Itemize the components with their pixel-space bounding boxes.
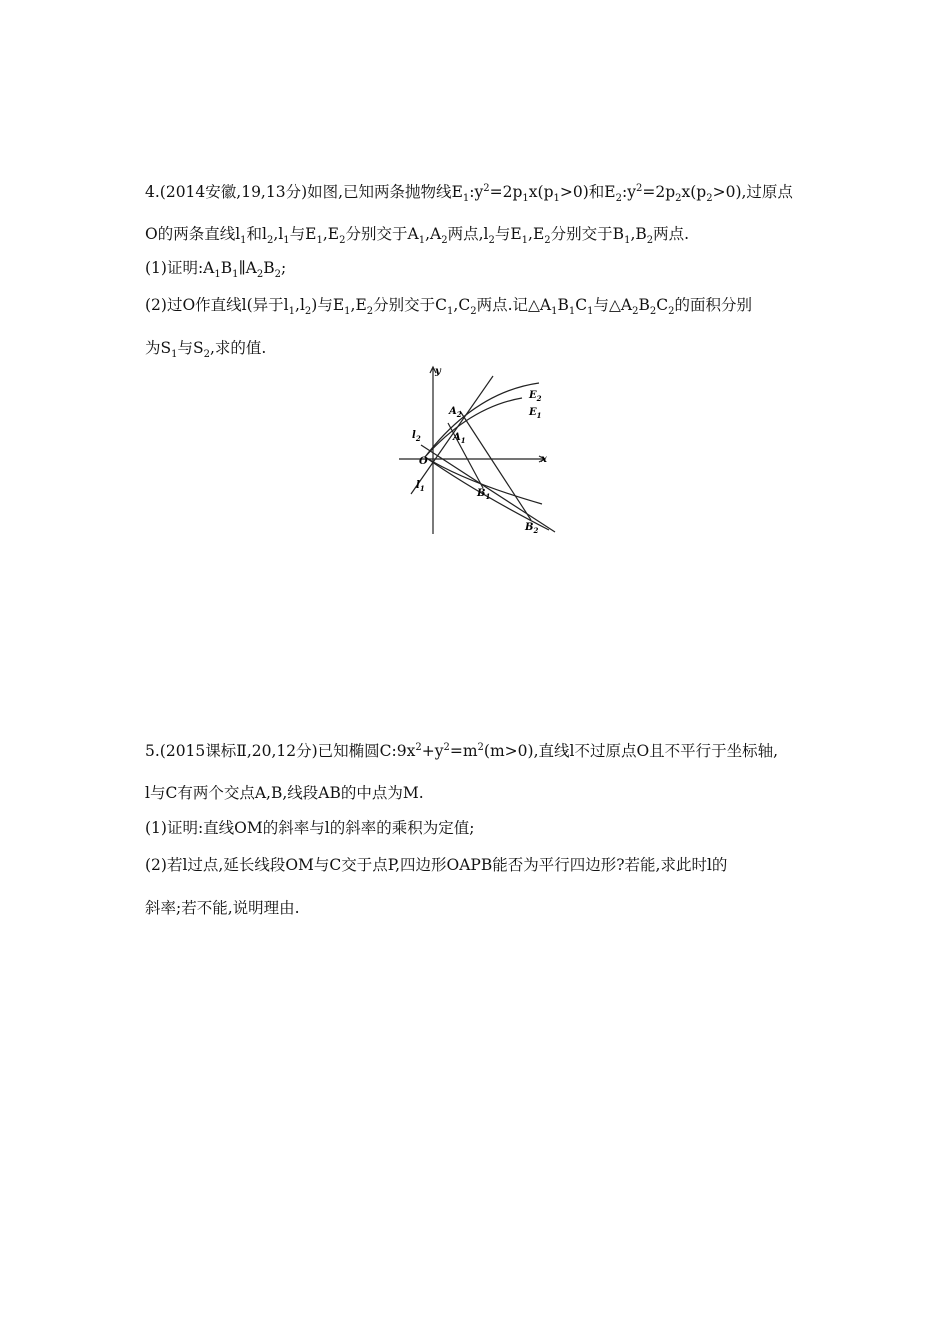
line-l2 <box>421 445 555 532</box>
problem5-line1: 5.(2015课标Ⅱ,20,12分)已知椭圆$C:9x^2+y^2=m^2(m>0)$,直线l不过原点O且不平行于坐标轴, <box>145 741 779 760</box>
label-a2: $A_2$ <box>449 406 462 419</box>
label-y: y <box>435 366 441 377</box>
problem4-part1: (1)证明$:A_1B_1\parallel A_2B_2$; <box>145 259 287 281</box>
label-a1: $A_1$ <box>453 432 466 445</box>
parabola-figure <box>395 362 570 540</box>
problem5-part2-cont: 斜率;若不能,说明理由. <box>145 899 300 917</box>
label-l1: $l_1$ <box>416 480 425 493</box>
label-l2: $l_2$ <box>412 430 421 443</box>
problem4-part2-cont: 为$S_1$与$S_2$,求的值. <box>145 339 267 361</box>
label-e2: $E_2$ <box>529 390 542 403</box>
problem4-line1: 4.(2014安徽,19,13分)如图,已知两条抛物线$E_1:y^2=2p_1x(p_1>0)$和$E_2:y^2=2p_2x(p_2>0)$,过原点 <box>145 182 793 205</box>
problem4-part2: (2)过O作直线l(异于$l_1,l_2$)与$E_1,E_2$分别交于$C_1,C_2$两点.记$\triangle A_1B_1C_1$与$\triangle A_2B_2C_2$的面积分别 <box>145 296 753 318</box>
problem5-part2: (2)若l过点,延长线段OM与C交于点P,四边形OAPB能否为平行四边形?若能,求此时l的 <box>145 856 728 874</box>
problem5-part1: (1)证明:直线OM的斜率与l的斜率的乘积为定值; <box>145 819 475 837</box>
label-b2: $B_2$ <box>525 522 539 535</box>
label-o: O <box>419 456 428 467</box>
label-e1: $E_1$ <box>529 407 542 420</box>
label-x: x <box>541 454 547 465</box>
label-b1: $B_1$ <box>477 488 491 501</box>
line-l1 <box>411 376 493 494</box>
problem5-line2: l与C有两个交点A,B,线段AB的中点为M. <box>145 784 424 802</box>
problem4-line2: O的两条直线$l_1$和$l_2,l_1$与$E_1,E_2$分别交于$A_1,A_2$两点$,l_2$与$E_1,E_2$分别交于$B_1,B_2$两点. <box>145 225 690 247</box>
